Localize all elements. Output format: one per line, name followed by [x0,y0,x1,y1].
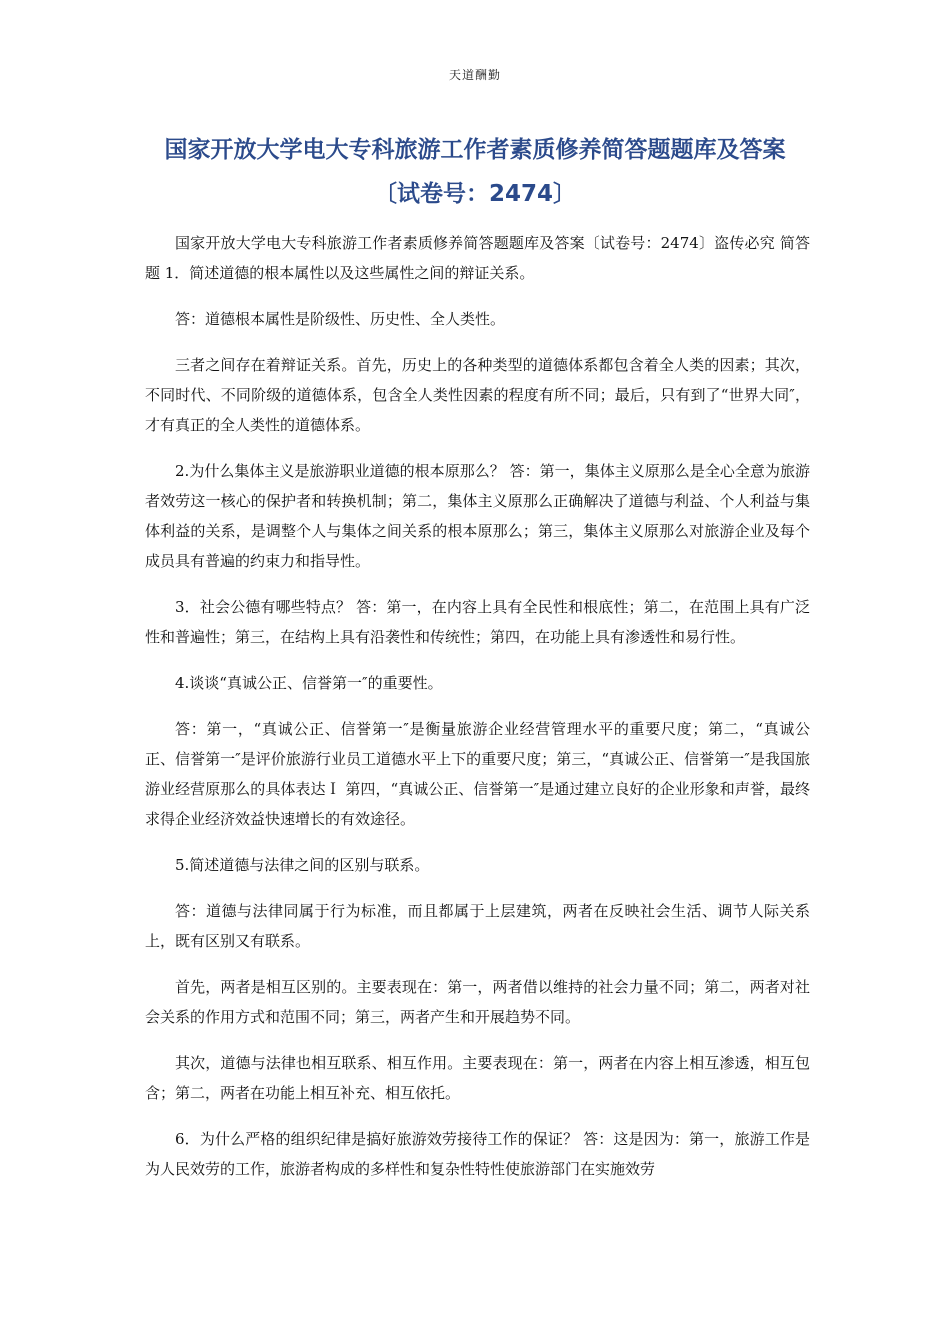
paragraph-intro: 国家开放大学电大专科旅游工作者素质修养简答题题库及答案〔试卷号：2474〕盗传必究 简答题 1．简述道德的根本属性以及这些属性之间的辩证关系。 [145,234,810,282]
document-title-line-1: 国家开放大学电大专科旅游工作者素质修养简答题题库及答案 [164,137,786,163]
paragraph-question-2: 2.为什么集体主义是旅游职业道德的根本原那么？ 答：第一，集体主义原那么是全心全意为旅游者效劳这一核心的保护者和转换机制；第二，集体主义原那么正确解决了道德与利益、个人利益与集体利益的关系，是调整个人与集体之间关系的根本原那么；第三，集体主义原那么对旅游企业及每个成员具有普遍的约束力和指导性。 [145,462,810,570]
document-body [145,228,810,1200]
paragraph-answer-4: 答：第一，“真诚公正、信誉第一″是衡量旅游企业经营管理水平的重要尺度；第二，“真诚公正、信誉第一″是评价旅游行业员工道德水平上下的重要尺度；第三，“真诚公正、信誉第一″是我国旅游业经营原那么的具体表达Ｉ 第四，“真诚公正、信誉第一″是通过建立良好的企业形象和声誉，最终求得企业经济效益快速增长的有效途径。 [145,720,810,828]
paragraph-question-4: 4.谈谈“真诚公正、信誉第一″的重要性。 [175,674,443,692]
paragraph-answer-1b: 三者之间存在着辩证关系。首先，历史上的各种类型的道德体系都包含着全人类的因素；其次，不同时代、不同阶级的道德体系，包含全人类性因素的程度有所不同；最后，只有到了“世界大同″，才有真正的全人类性的道德体系。 [145,356,810,434]
paragraph-answer-5a: 答：道德与法律同属于行为标准，而且都属于上层建筑，两者在反映社会生活、调节人际关系上，既有区别又有联系。 [145,902,810,950]
paragraph-question-5: 5.简述道德与法律之间的区别与联系。 [175,856,430,874]
document-title-line-2: 〔试卷号：2474〕 [373,181,576,207]
paragraph-answer-5b: 首先，两者是相互区别的。主要表现在：第一，两者借以维持的社会力量不同；第二，两者对社会关系的作用方式和范围不同；第三，两者产生和开展趋势不同。 [145,978,810,1026]
page-header: 天道酬勤 [448,68,501,82]
paragraph-question-6: 6．为什么严格的组织纪律是搞好旅游效劳接待工作的保证？ 答：这是因为：第一，旅游工作是为人民效劳的工作，旅游者构成的多样性和复杂性特性使旅游部门在实施效劳 [145,1130,810,1178]
paragraph-answer-5c: 其次，道德与法律也相互联系、相互作用。主要表现在：第一，两者在内容上相互渗透，相互包含；第二，两者在功能上相互补充、相互依托。 [145,1054,810,1102]
paragraph-question-3: 3．社会公德有哪些特点？ 答：第一，在内容上具有全民性和根底性；第二，在范围上具有广泛性和普遍性；第三，在结构上具有沿袭性和传统性；第四，在功能上具有渗透性和易行性。 [145,598,810,646]
paragraph-answer-1a: 答：道德根本属性是阶级性、历史性、全人类性。 [175,310,506,328]
